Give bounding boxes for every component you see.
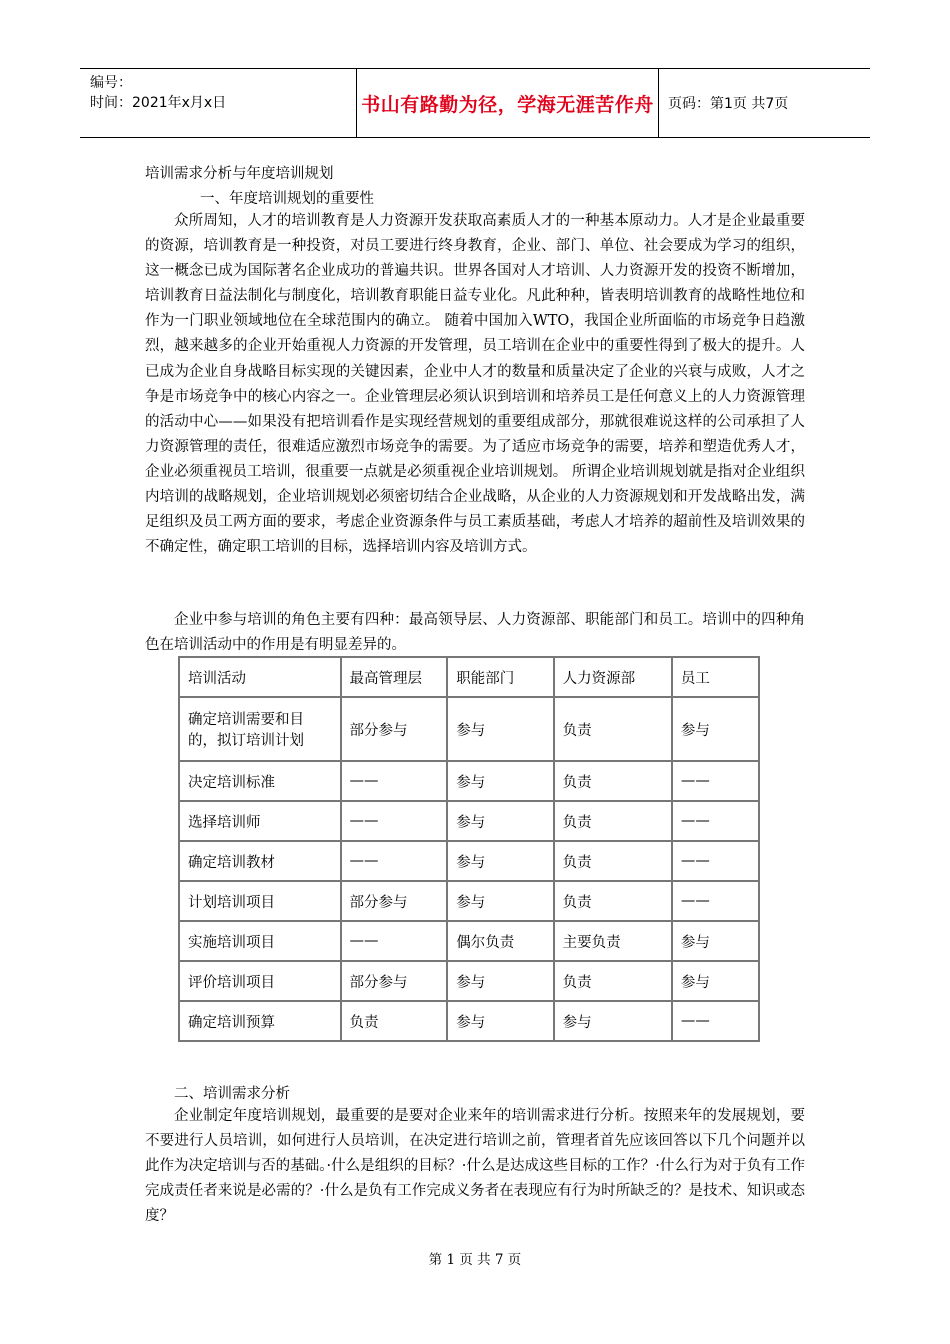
table-header-cell: 最高管理层 [341,657,448,697]
table-header-cell: 职能部门 [447,657,553,697]
table-cell: 负责 [554,961,672,1001]
table-cell: 参与 [447,697,553,761]
table-cell: 负责 [554,697,672,761]
header-page-info: 页码：第1页 共7页 [668,96,789,112]
page-header [80,68,870,138]
table-cell: 负责 [554,841,672,881]
table-cell: 参与 [447,841,553,881]
table-cell: 确定培训需要和目的，拟订培训计划 [179,697,341,761]
table-row [179,761,759,801]
table-cell: 确定培训预算 [179,1001,341,1041]
table-cell: 实施培训项目 [179,921,341,961]
table-row [179,697,759,761]
section1-paragraph: 众所周知，人才的培训教育是人力资源开发获取高素质人才的一种基本原动力。人才是企业最重要的资源，培训教育是一种投资，对员工要进行终身教育，企业、部门、单位、社会要成为学习的组织，这一概念已成为国际著名企业成功的普遍共识。世界各国对人才培训、人力资源开发的投资不断增加，培训教育日益法制化与制度化，培训教育职能日益专业化。凡此种种，皆表明培训教育的战略性地位和作为一门职业领域地位在全球范围内的确立。 随着中国加入WTO，我国企业所面临的市场竞争日趋激烈，越来越多的企业开始重视人力资源的开发管理，员工培训在企业中的重要性得到了极大的提升。人已成为企业自身战略目标实现的关键因素，企业中人才的数量和质量决定了企业的兴衰与成败，人才之争是市场竞争中的核心内容之一。企业管理层必须认识到培训和培养员工是任何意义上的人力资源管理的活动中心——如果没有把培训看作是实现经营规划的重要组成部分，那就很难说这样的公司承担了人力资源管理的责任，很难适应激烈市场竞争的需要。为了适应市场竞争的需要，培养和塑造优秀人才，企业必须重视员工培训，很重要一点就是必须重视企业培训规划。 所谓企业培训规划就是指对企业组织内培训的战略规划，企业培训规划必须密切结合企业战略，从企业的人力资源规划和开发战略出发，满足组织及员工两方面的要求，考虑企业资源条件与员工素质基础，考虑人才培养的超前性及培训效果的不确定性，确定职工培训的目标，选择培训内容及培训方式。 [145,213,805,556]
table-cell: 计划培训项目 [179,881,341,921]
table-cell: 参与 [447,761,553,801]
table-cell: 参与 [672,961,759,1001]
table-cell: —— [341,921,448,961]
table-cell: 部分参与 [341,697,448,761]
table-header-cell: 培训活动 [179,657,341,697]
table-row [179,1001,759,1041]
table-cell: 参与 [447,1001,553,1041]
table-cell: 部分参与 [341,881,448,921]
table-cell: —— [672,881,759,921]
table-header-row [179,657,759,697]
table-cell: 参与 [447,881,553,921]
table-cell: 负责 [554,761,672,801]
page-footer: 第 1 页 共 7 页 [428,1252,522,1268]
table-cell: —— [672,1001,759,1041]
table-header-cell: 人力资源部 [554,657,672,697]
table-row [179,801,759,841]
table-cell: 评价培训项目 [179,961,341,1001]
document-title: 培训需求分析与年度培训规划 [145,166,334,182]
roles-paragraph: 企业中参与培训的角色主要有四种：最高领导层、人力资源部、职能部门和员工。培训中的四种角色在培训活动中的作用是有明显差异的。 [145,612,805,654]
section2-heading: 二、培训需求分析 [174,1086,290,1102]
table-cell: —— [341,761,448,801]
table-cell: 确定培训教材 [179,841,341,881]
table-row [179,881,759,921]
table-row [179,961,759,1001]
header-divider [658,69,659,137]
table-cell: 参与 [672,921,759,961]
table-cell: —— [672,841,759,881]
table-cell: 偶尔负责 [447,921,553,961]
table-cell: 负责 [554,881,672,921]
table-row [179,921,759,961]
date-label: 时间：2021年x月x日 [90,95,227,111]
table-header-cell: 员工 [672,657,759,697]
table-cell: 参与 [447,961,553,1001]
table-cell: 主要负责 [554,921,672,961]
roles-table [178,656,760,1042]
table-cell: 参与 [554,1001,672,1041]
table-row [179,841,759,881]
header-motto: 书山有路勤为径，学海无涯苦作舟 [361,93,654,116]
table-cell: 决定培训标准 [179,761,341,801]
table-cell: 部分参与 [341,961,448,1001]
table-cell: 参与 [672,697,759,761]
table-cell: —— [341,841,448,881]
table-cell: —— [341,801,448,841]
section2-paragraph: 企业制定年度培训规划，最重要的是要对企业来年的培训需求进行分析。按照来年的发展规划，要不要进行人员培训，如何进行人员培训，在决定进行培训之前，管理者首先应该回答以下几个问题并以此作为决定培训与否的基础。·什么是组织的目标？·什么是达成这些目标的工作？·什么行为对于负有工作完成责任者来说是必需的？·什么是负有工作完成义务者在表现应有行为时所缺乏的？是技术、知识或态度？ [145,1108,805,1225]
section1-heading: 一、年度培训规划的重要性 [200,191,374,207]
table-cell: 选择培训师 [179,801,341,841]
table-cell: 负责 [341,1001,448,1041]
header-meta [90,73,226,113]
table-cell: 负责 [554,801,672,841]
table-cell: —— [672,761,759,801]
table-cell: 参与 [447,801,553,841]
table-cell: —— [672,801,759,841]
number-label: 编号： [90,75,132,91]
